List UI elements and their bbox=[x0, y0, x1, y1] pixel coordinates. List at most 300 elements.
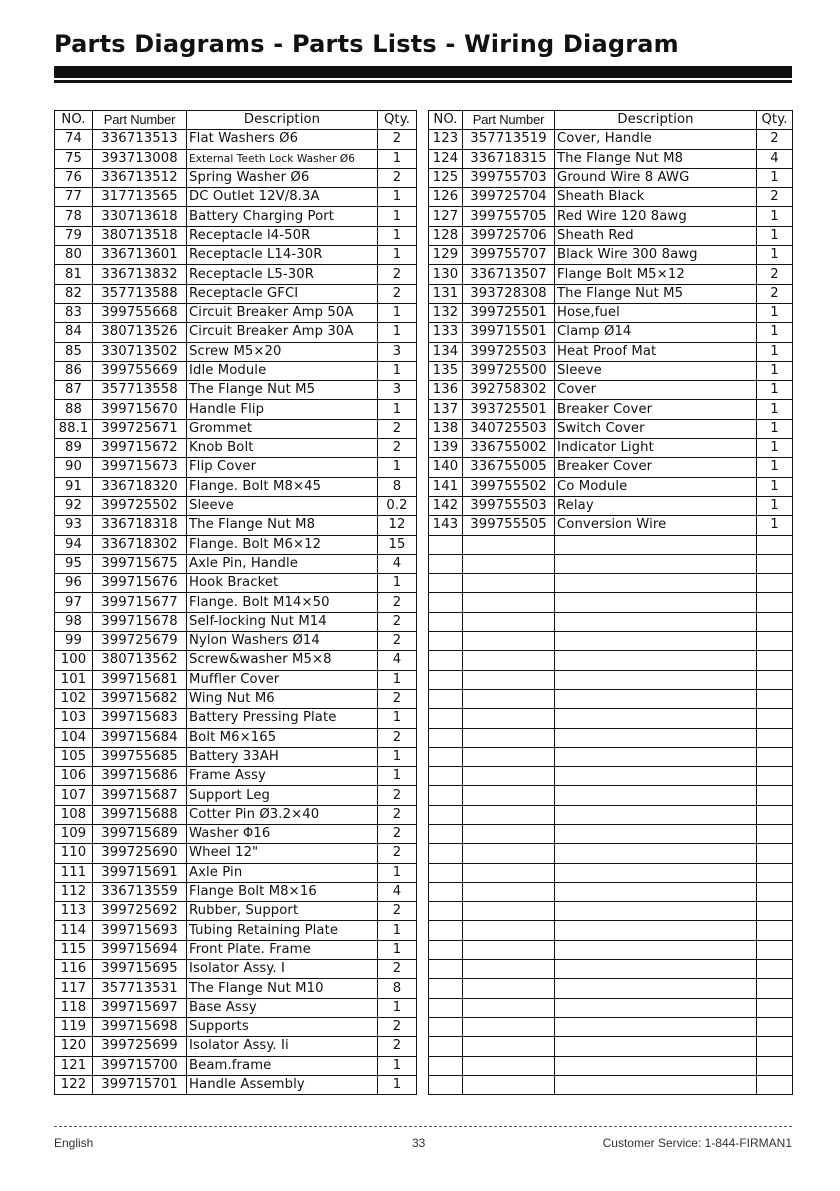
part-qty: 2 bbox=[378, 284, 417, 303]
part-number: 399755668 bbox=[93, 303, 187, 322]
part-qty bbox=[757, 574, 793, 593]
part-description: Frame Assy bbox=[187, 767, 378, 786]
part-no: 116 bbox=[55, 960, 93, 979]
part-description: Receptacle L14-30R bbox=[187, 246, 378, 265]
table-row bbox=[55, 689, 417, 708]
table-row bbox=[429, 303, 793, 322]
table-row bbox=[55, 979, 417, 998]
table-row bbox=[55, 207, 417, 226]
part-number: 399725500 bbox=[463, 361, 555, 380]
part-qty: 1 bbox=[757, 207, 793, 226]
part-description bbox=[555, 612, 757, 631]
part-qty: 4 bbox=[757, 149, 793, 168]
part-number: 399755707 bbox=[463, 246, 555, 265]
page-number: 33 bbox=[412, 1136, 426, 1150]
empty-table-row bbox=[429, 902, 793, 921]
part-description bbox=[555, 998, 757, 1017]
part-description: Black Wire 300 8awg bbox=[555, 246, 757, 265]
part-qty: 1 bbox=[378, 207, 417, 226]
empty-table-row bbox=[429, 632, 793, 651]
part-no bbox=[429, 728, 463, 747]
part-description: Bolt M6×165 bbox=[187, 728, 378, 747]
part-description: Breaker Cover bbox=[555, 400, 757, 419]
part-number: 336713513 bbox=[93, 130, 187, 149]
empty-table-row bbox=[429, 921, 793, 940]
part-no: 82 bbox=[55, 284, 93, 303]
part-no: 143 bbox=[429, 516, 463, 535]
part-qty bbox=[757, 960, 793, 979]
part-number: 336713559 bbox=[93, 882, 187, 901]
empty-table-row bbox=[429, 786, 793, 805]
part-number bbox=[463, 593, 555, 612]
part-qty: 2 bbox=[378, 728, 417, 747]
part-no: 102 bbox=[55, 689, 93, 708]
part-number bbox=[463, 574, 555, 593]
part-number bbox=[463, 651, 555, 670]
part-number: 399715681 bbox=[93, 670, 187, 689]
part-qty bbox=[757, 863, 793, 882]
part-qty bbox=[757, 670, 793, 689]
part-number: 399715686 bbox=[93, 767, 187, 786]
part-number: 399725501 bbox=[463, 303, 555, 322]
part-description: Axle Pin bbox=[187, 863, 378, 882]
part-no: 106 bbox=[55, 767, 93, 786]
part-description: Breaker Cover bbox=[555, 458, 757, 477]
part-qty bbox=[757, 979, 793, 998]
empty-table-row bbox=[429, 689, 793, 708]
part-qty: 2 bbox=[378, 1037, 417, 1056]
part-description bbox=[555, 824, 757, 843]
part-description: Cover, Handle bbox=[555, 130, 757, 149]
part-number: 399755505 bbox=[463, 516, 555, 535]
part-no: 85 bbox=[55, 342, 93, 361]
empty-table-row bbox=[429, 824, 793, 843]
part-no bbox=[429, 863, 463, 882]
part-description bbox=[555, 574, 757, 593]
table-row bbox=[55, 342, 417, 361]
part-description bbox=[555, 747, 757, 766]
part-qty: 1 bbox=[378, 149, 417, 168]
part-qty bbox=[757, 786, 793, 805]
part-qty: 1 bbox=[378, 246, 417, 265]
table-row bbox=[55, 1037, 417, 1056]
part-description: The Flange Nut M8 bbox=[555, 149, 757, 168]
part-no: 81 bbox=[55, 265, 93, 284]
table-row bbox=[55, 516, 417, 535]
table-row bbox=[55, 747, 417, 766]
part-no: 79 bbox=[55, 226, 93, 245]
part-number: 317713565 bbox=[93, 188, 187, 207]
part-description: The Flange Nut M10 bbox=[187, 979, 378, 998]
part-no: 119 bbox=[55, 1017, 93, 1036]
table-row bbox=[429, 207, 793, 226]
part-qty bbox=[757, 902, 793, 921]
part-description: Screw&washer M5×8 bbox=[187, 651, 378, 670]
part-no bbox=[429, 709, 463, 728]
empty-table-row bbox=[429, 535, 793, 554]
part-qty: 1 bbox=[757, 419, 793, 438]
part-description: Nylon Washers Ø14 bbox=[187, 632, 378, 651]
part-qty: 2 bbox=[757, 265, 793, 284]
page-title: Parts Diagrams - Parts Lists - Wiring Diagram bbox=[54, 30, 679, 58]
part-description: The Flange Nut M8 bbox=[187, 516, 378, 535]
part-qty: 2 bbox=[378, 130, 417, 149]
part-qty bbox=[757, 844, 793, 863]
title-rule-thick bbox=[54, 66, 792, 78]
part-number bbox=[463, 1037, 555, 1056]
part-description: The Flange Nut M5 bbox=[187, 381, 378, 400]
part-number bbox=[463, 709, 555, 728]
table-row bbox=[55, 651, 417, 670]
empty-table-row bbox=[429, 554, 793, 573]
part-qty bbox=[757, 554, 793, 573]
part-description: Support Leg bbox=[187, 786, 378, 805]
part-qty: 1 bbox=[757, 246, 793, 265]
table-row bbox=[55, 670, 417, 689]
part-description: Ground Wire 8 AWG bbox=[555, 168, 757, 187]
part-qty: 2 bbox=[378, 419, 417, 438]
part-qty bbox=[757, 824, 793, 843]
part-number: 399725699 bbox=[93, 1037, 187, 1056]
part-number: 336718315 bbox=[463, 149, 555, 168]
part-no: 126 bbox=[429, 188, 463, 207]
empty-table-row bbox=[429, 651, 793, 670]
part-no: 136 bbox=[429, 381, 463, 400]
part-number: 380713526 bbox=[93, 323, 187, 342]
part-number bbox=[463, 844, 555, 863]
part-no: 133 bbox=[429, 323, 463, 342]
column-header-description: Description bbox=[555, 111, 757, 130]
part-description: Flange. Bolt M6×12 bbox=[187, 535, 378, 554]
part-no: 96 bbox=[55, 574, 93, 593]
part-number bbox=[463, 921, 555, 940]
part-number: 399715694 bbox=[93, 940, 187, 959]
part-qty bbox=[757, 709, 793, 728]
table-row bbox=[55, 323, 417, 342]
column-header-description: Description bbox=[187, 111, 378, 130]
part-description: Flange Bolt M5×12 bbox=[555, 265, 757, 284]
part-qty bbox=[757, 1056, 793, 1075]
part-description: Grommet bbox=[187, 419, 378, 438]
part-number bbox=[463, 998, 555, 1017]
column-header-no: NO. bbox=[429, 111, 463, 130]
part-qty: 1 bbox=[378, 767, 417, 786]
part-qty bbox=[757, 882, 793, 901]
part-no bbox=[429, 651, 463, 670]
part-no: 99 bbox=[55, 632, 93, 651]
part-qty bbox=[757, 728, 793, 747]
part-number: 399715691 bbox=[93, 863, 187, 882]
part-number bbox=[463, 554, 555, 573]
part-description bbox=[555, 805, 757, 824]
table-row bbox=[55, 940, 417, 959]
customer-service: Customer Service: 1-844-FIRMAN1 bbox=[602, 1136, 792, 1150]
part-no: 84 bbox=[55, 323, 93, 342]
part-description: Spring Washer Ø6 bbox=[187, 168, 378, 187]
part-no bbox=[429, 670, 463, 689]
table-row bbox=[55, 767, 417, 786]
part-qty: 3 bbox=[378, 381, 417, 400]
table-row bbox=[55, 477, 417, 496]
part-description: Knob Bolt bbox=[187, 439, 378, 458]
part-number: 336755005 bbox=[463, 458, 555, 477]
part-number: 399755502 bbox=[463, 477, 555, 496]
part-qty: 1 bbox=[757, 323, 793, 342]
part-description: Wheel 12" bbox=[187, 844, 378, 863]
table-row bbox=[429, 516, 793, 535]
part-description: Wing Nut M6 bbox=[187, 689, 378, 708]
part-no: 92 bbox=[55, 496, 93, 515]
empty-table-row bbox=[429, 805, 793, 824]
part-qty: 2 bbox=[378, 786, 417, 805]
part-number: 399715672 bbox=[93, 439, 187, 458]
part-description bbox=[555, 844, 757, 863]
part-qty: 2 bbox=[378, 689, 417, 708]
part-qty: 0.2 bbox=[378, 496, 417, 515]
part-number bbox=[463, 805, 555, 824]
part-no: 114 bbox=[55, 921, 93, 940]
empty-table-row bbox=[429, 747, 793, 766]
part-no bbox=[429, 1075, 463, 1094]
part-no: 128 bbox=[429, 226, 463, 245]
table-row bbox=[429, 381, 793, 400]
part-number: 357713588 bbox=[93, 284, 187, 303]
empty-table-row bbox=[429, 574, 793, 593]
part-no: 88.1 bbox=[55, 419, 93, 438]
table-row bbox=[429, 246, 793, 265]
part-no: 118 bbox=[55, 998, 93, 1017]
part-description: Co Module bbox=[555, 477, 757, 496]
part-no bbox=[429, 632, 463, 651]
part-qty bbox=[757, 632, 793, 651]
part-qty: 1 bbox=[378, 709, 417, 728]
empty-table-row bbox=[429, 1075, 793, 1094]
part-description: Base Assy bbox=[187, 998, 378, 1017]
part-no: 104 bbox=[55, 728, 93, 747]
part-description: Relay bbox=[555, 496, 757, 515]
part-description bbox=[555, 940, 757, 959]
part-no: 80 bbox=[55, 246, 93, 265]
part-no: 91 bbox=[55, 477, 93, 496]
table-row bbox=[55, 496, 417, 515]
part-qty: 1 bbox=[378, 226, 417, 245]
part-no bbox=[429, 1017, 463, 1036]
part-number: 399715675 bbox=[93, 554, 187, 573]
table-row bbox=[55, 1075, 417, 1094]
part-description: Sheath Red bbox=[555, 226, 757, 245]
table-row bbox=[55, 265, 417, 284]
part-no: 140 bbox=[429, 458, 463, 477]
part-qty bbox=[757, 1037, 793, 1056]
part-qty: 1 bbox=[378, 863, 417, 882]
part-no: 76 bbox=[55, 168, 93, 187]
part-description: Circuit Breaker Amp 30A bbox=[187, 323, 378, 342]
part-no: 74 bbox=[55, 130, 93, 149]
part-no: 89 bbox=[55, 439, 93, 458]
part-qty: 1 bbox=[378, 188, 417, 207]
table-row bbox=[55, 554, 417, 573]
part-number: 399715695 bbox=[93, 960, 187, 979]
part-no: 108 bbox=[55, 805, 93, 824]
part-number bbox=[463, 1056, 555, 1075]
part-description: Sleeve bbox=[187, 496, 378, 515]
part-qty bbox=[757, 1075, 793, 1094]
part-qty: 1 bbox=[378, 323, 417, 342]
part-number: 336713507 bbox=[463, 265, 555, 284]
part-qty: 1 bbox=[757, 226, 793, 245]
part-description bbox=[555, 767, 757, 786]
part-no: 75 bbox=[55, 149, 93, 168]
part-qty: 1 bbox=[757, 477, 793, 496]
part-description bbox=[555, 882, 757, 901]
part-no: 77 bbox=[55, 188, 93, 207]
part-qty: 2 bbox=[757, 130, 793, 149]
part-number bbox=[463, 940, 555, 959]
part-qty: 2 bbox=[378, 168, 417, 187]
part-number: 399715689 bbox=[93, 824, 187, 843]
table-row bbox=[55, 882, 417, 901]
part-qty: 1 bbox=[757, 381, 793, 400]
part-number bbox=[463, 979, 555, 998]
part-qty: 1 bbox=[757, 303, 793, 322]
column-header-qty: Qty. bbox=[757, 111, 793, 130]
part-description: Self-locking Nut M14 bbox=[187, 612, 378, 631]
table-row bbox=[55, 168, 417, 187]
table-row bbox=[429, 168, 793, 187]
part-qty: 1 bbox=[378, 574, 417, 593]
part-description: Cotter Pin Ø3.2×40 bbox=[187, 805, 378, 824]
part-number: 336713512 bbox=[93, 168, 187, 187]
part-description bbox=[555, 728, 757, 747]
part-no bbox=[429, 940, 463, 959]
part-number: 399715687 bbox=[93, 786, 187, 805]
part-number: 399715683 bbox=[93, 709, 187, 728]
part-description bbox=[555, 689, 757, 708]
part-qty: 1 bbox=[378, 670, 417, 689]
empty-table-row bbox=[429, 1056, 793, 1075]
empty-table-row bbox=[429, 979, 793, 998]
part-description: Sleeve bbox=[555, 361, 757, 380]
part-qty bbox=[757, 767, 793, 786]
part-number bbox=[463, 824, 555, 843]
table-row bbox=[55, 400, 417, 419]
part-no bbox=[429, 747, 463, 766]
part-number: 340725503 bbox=[463, 419, 555, 438]
part-qty: 1 bbox=[757, 439, 793, 458]
part-no: 98 bbox=[55, 612, 93, 631]
part-description: Tubing Retaining Plate bbox=[187, 921, 378, 940]
part-no bbox=[429, 554, 463, 573]
part-qty bbox=[757, 689, 793, 708]
empty-table-row bbox=[429, 863, 793, 882]
part-no: 115 bbox=[55, 940, 93, 959]
part-no bbox=[429, 612, 463, 631]
part-number: 393728308 bbox=[463, 284, 555, 303]
column-header-part-number: Part Number bbox=[463, 111, 555, 130]
table-row bbox=[429, 323, 793, 342]
part-number: 399725503 bbox=[463, 342, 555, 361]
part-qty: 2 bbox=[378, 902, 417, 921]
part-number: 399715682 bbox=[93, 689, 187, 708]
empty-table-row bbox=[429, 612, 793, 631]
table-header-row bbox=[55, 111, 417, 130]
part-no bbox=[429, 902, 463, 921]
title-rule-thin bbox=[54, 80, 792, 83]
part-description bbox=[555, 960, 757, 979]
part-qty: 1 bbox=[378, 400, 417, 419]
part-no: 90 bbox=[55, 458, 93, 477]
part-description: Muffler Cover bbox=[187, 670, 378, 689]
part-no bbox=[429, 1056, 463, 1075]
part-description bbox=[555, 670, 757, 689]
part-description: Idle Module bbox=[187, 361, 378, 380]
table-row bbox=[429, 419, 793, 438]
part-no: 93 bbox=[55, 516, 93, 535]
part-qty: 2 bbox=[378, 1017, 417, 1036]
column-header-no: NO. bbox=[55, 111, 93, 130]
parts-table-left bbox=[54, 110, 417, 1095]
part-number: 336755002 bbox=[463, 439, 555, 458]
part-number bbox=[463, 1017, 555, 1036]
part-number bbox=[463, 960, 555, 979]
part-qty bbox=[757, 535, 793, 554]
part-qty: 15 bbox=[378, 535, 417, 554]
table-row bbox=[55, 188, 417, 207]
part-no: 129 bbox=[429, 246, 463, 265]
empty-table-row bbox=[429, 709, 793, 728]
table-row bbox=[429, 400, 793, 419]
part-qty: 4 bbox=[378, 651, 417, 670]
part-no: 111 bbox=[55, 863, 93, 882]
footer-rule bbox=[54, 1126, 792, 1127]
part-qty: 1 bbox=[378, 361, 417, 380]
part-number: 399725502 bbox=[93, 496, 187, 515]
part-no: 103 bbox=[55, 709, 93, 728]
part-number: 399755685 bbox=[93, 747, 187, 766]
part-description bbox=[555, 786, 757, 805]
part-description: Flange Bolt M8×16 bbox=[187, 882, 378, 901]
part-description: Beam.frame bbox=[187, 1056, 378, 1075]
part-no: 110 bbox=[55, 844, 93, 863]
part-no: 125 bbox=[429, 168, 463, 187]
part-number: 357713558 bbox=[93, 381, 187, 400]
part-no bbox=[429, 844, 463, 863]
part-number: 399725671 bbox=[93, 419, 187, 438]
part-description: Hook Bracket bbox=[187, 574, 378, 593]
part-qty bbox=[757, 593, 793, 612]
empty-table-row bbox=[429, 882, 793, 901]
part-no: 117 bbox=[55, 979, 93, 998]
part-no bbox=[429, 689, 463, 708]
part-qty: 12 bbox=[378, 516, 417, 535]
part-description bbox=[555, 863, 757, 882]
part-number: 399725690 bbox=[93, 844, 187, 863]
part-number: 399715684 bbox=[93, 728, 187, 747]
part-description: Receptacle GFCI bbox=[187, 284, 378, 303]
part-description: Flip Cover bbox=[187, 458, 378, 477]
part-description: DC Outlet 12V/8.3A bbox=[187, 188, 378, 207]
table-row bbox=[55, 439, 417, 458]
part-number bbox=[463, 670, 555, 689]
part-number: 399715701 bbox=[93, 1075, 187, 1094]
part-no bbox=[429, 805, 463, 824]
part-qty: 2 bbox=[757, 284, 793, 303]
part-description: Hose,fuel bbox=[555, 303, 757, 322]
part-qty: 1 bbox=[757, 361, 793, 380]
part-no bbox=[429, 979, 463, 998]
table-row bbox=[55, 1017, 417, 1036]
part-qty: 1 bbox=[757, 496, 793, 515]
